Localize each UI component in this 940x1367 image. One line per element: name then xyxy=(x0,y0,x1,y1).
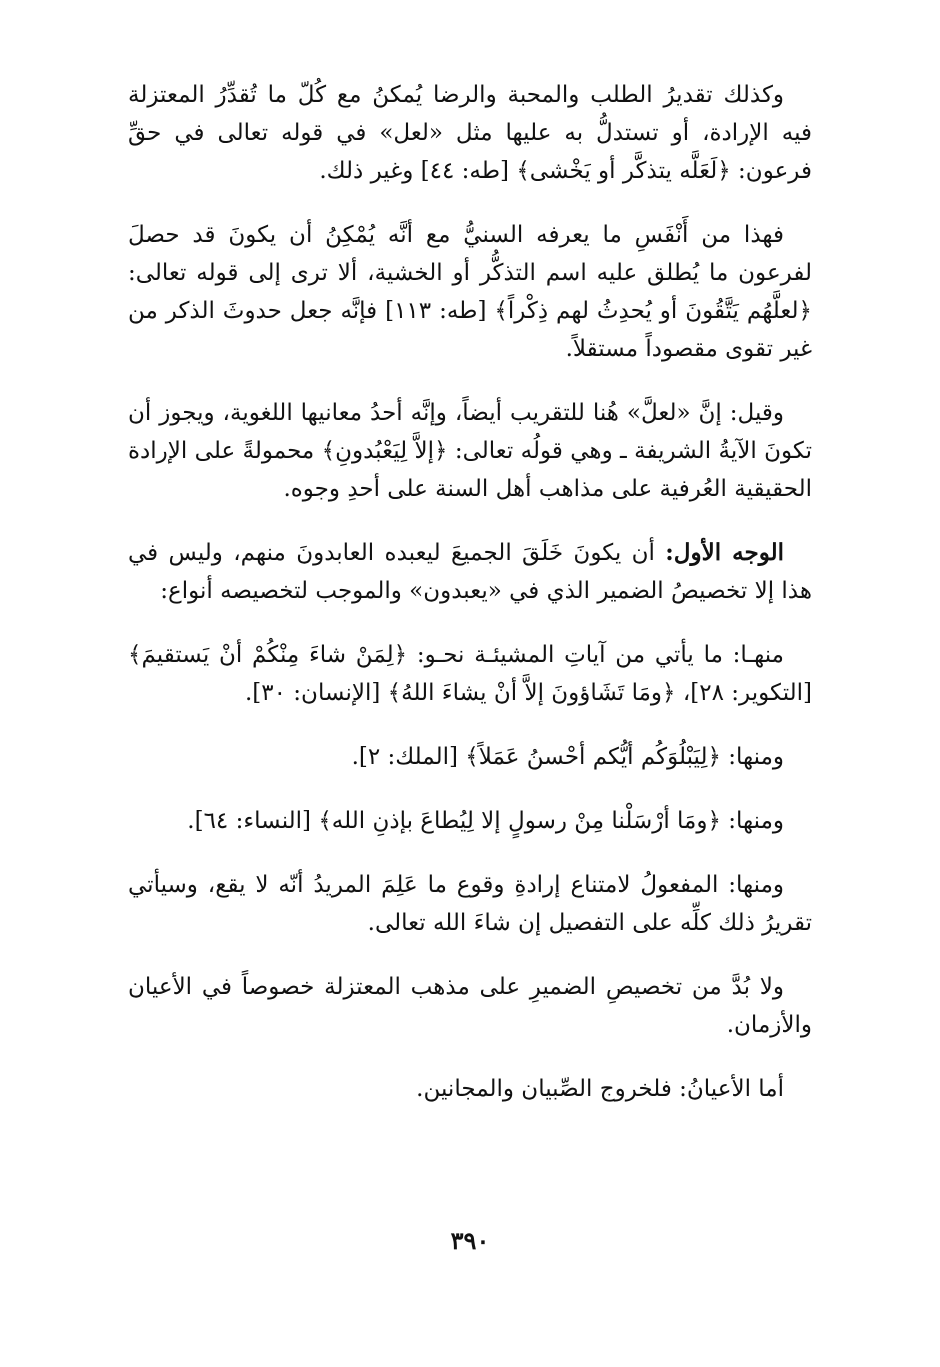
paragraph-2: فهذا من أَنْفَسِ ما يعرفه السنيُّ مع أنَّه يُمْكِنُ أن يكونَ قد حصلَ لفرعون ما يُطلق عليه اسم التذكُّر أو الخشية، ألا ترى إلى قوله تعالى: ﴿لعلَّهُم يَتَّقُونَ أو يُحدِثُ لهم ذِكْراً﴾ [طه: ١١٣] فإنَّه جعل حدوثَ الذكر من غير تقوى مقصوداً مستقلاً. xyxy=(128,222,812,362)
paragraph-8: ومنها: المفعولُ لامتناع إرادةِ وقوع ما عَلِمَ المريدُ أنّه لا يقع، وسيأتي تقريرُ ذلك كلِّه على التفصيل إن شاءَ الله تعالى. xyxy=(128,872,812,936)
page-body xyxy=(128,76,812,1134)
paragraph-5: منهـا: ما يأتي من آياتِ المشيئـة نحـو: ﴿لِمَنْ شاءَ مِنْكُمْ أنْ يَستقيمَ﴾ [التكوير: ٢٨]، ﴿ومَا تَشَاؤونَ إلاَّ أنْ يشاءَ اللهُ﴾ [الإنسان: ٣٠]. xyxy=(128,642,812,706)
paragraph-3: وقيل: إنَّ «لعلَّ» هُنا للتقريب أيضاً، وإنَّه أحدُ معانيها اللغوية، ويجوز أن تكونَ الآيةُ الشريفة ـ وهي قولُه تعالى: ﴿إلاَّ لِيَعْبُدونِ﴾ محمولةً على الإرادة الحقيقية العُرفية على مذاهب أهل السنة على أحدِ وجوه. xyxy=(128,400,812,502)
paragraph-6: ومنها: ﴿لِيَبْلُوَكُم أيُّكم أحْسنُ عَمَلاً﴾ [الملك: ٢]. xyxy=(351,744,784,770)
page-number: ٣٩٠ xyxy=(450,1226,490,1255)
paragraph-9: ولا بُدَّ من تخصيصِ الضميرِ على مذهب المعتزلة خصوصاً في الأعيان والأزمان. xyxy=(128,974,812,1038)
paragraph-4 xyxy=(128,534,812,610)
paragraph-1: وكذلك تقديرُ الطلب والمحبة والرضا يُمكنُ مع كُلّ ما تُقدِّرُ المعتزلة فيه الإرادة، أو تستدلُّ به عليها مثل «لعل» في قوله تعالى في حقِّ فرعون: ﴿لَعَلَّه يتذكَّر أو يَخْشى﴾ [طه: ٤٤] وغير ذلك. xyxy=(128,82,812,184)
paragraph-4-text: أن يكونَ خَلَقَ الجميعَ ليعبده العابدونَ منهم، وليس في هذا إلا تخصيصُ الضمير الذي في «يعبدون» والموجب لتخصيصه أنواع: xyxy=(128,540,812,604)
paragraph-10: أما الأعيانُ: فلخروج الصِّبيان والمجانين. xyxy=(416,1076,784,1102)
first-aspect-label: الوجه الأول: xyxy=(665,539,784,566)
paragraph-7: ومنها: ﴿ومَا أرْسَلْنا مِنْ رسولٍ إلا لِيُطاعَ بإذنِ الله﴾ [النساء: ٦٤]. xyxy=(187,808,784,834)
